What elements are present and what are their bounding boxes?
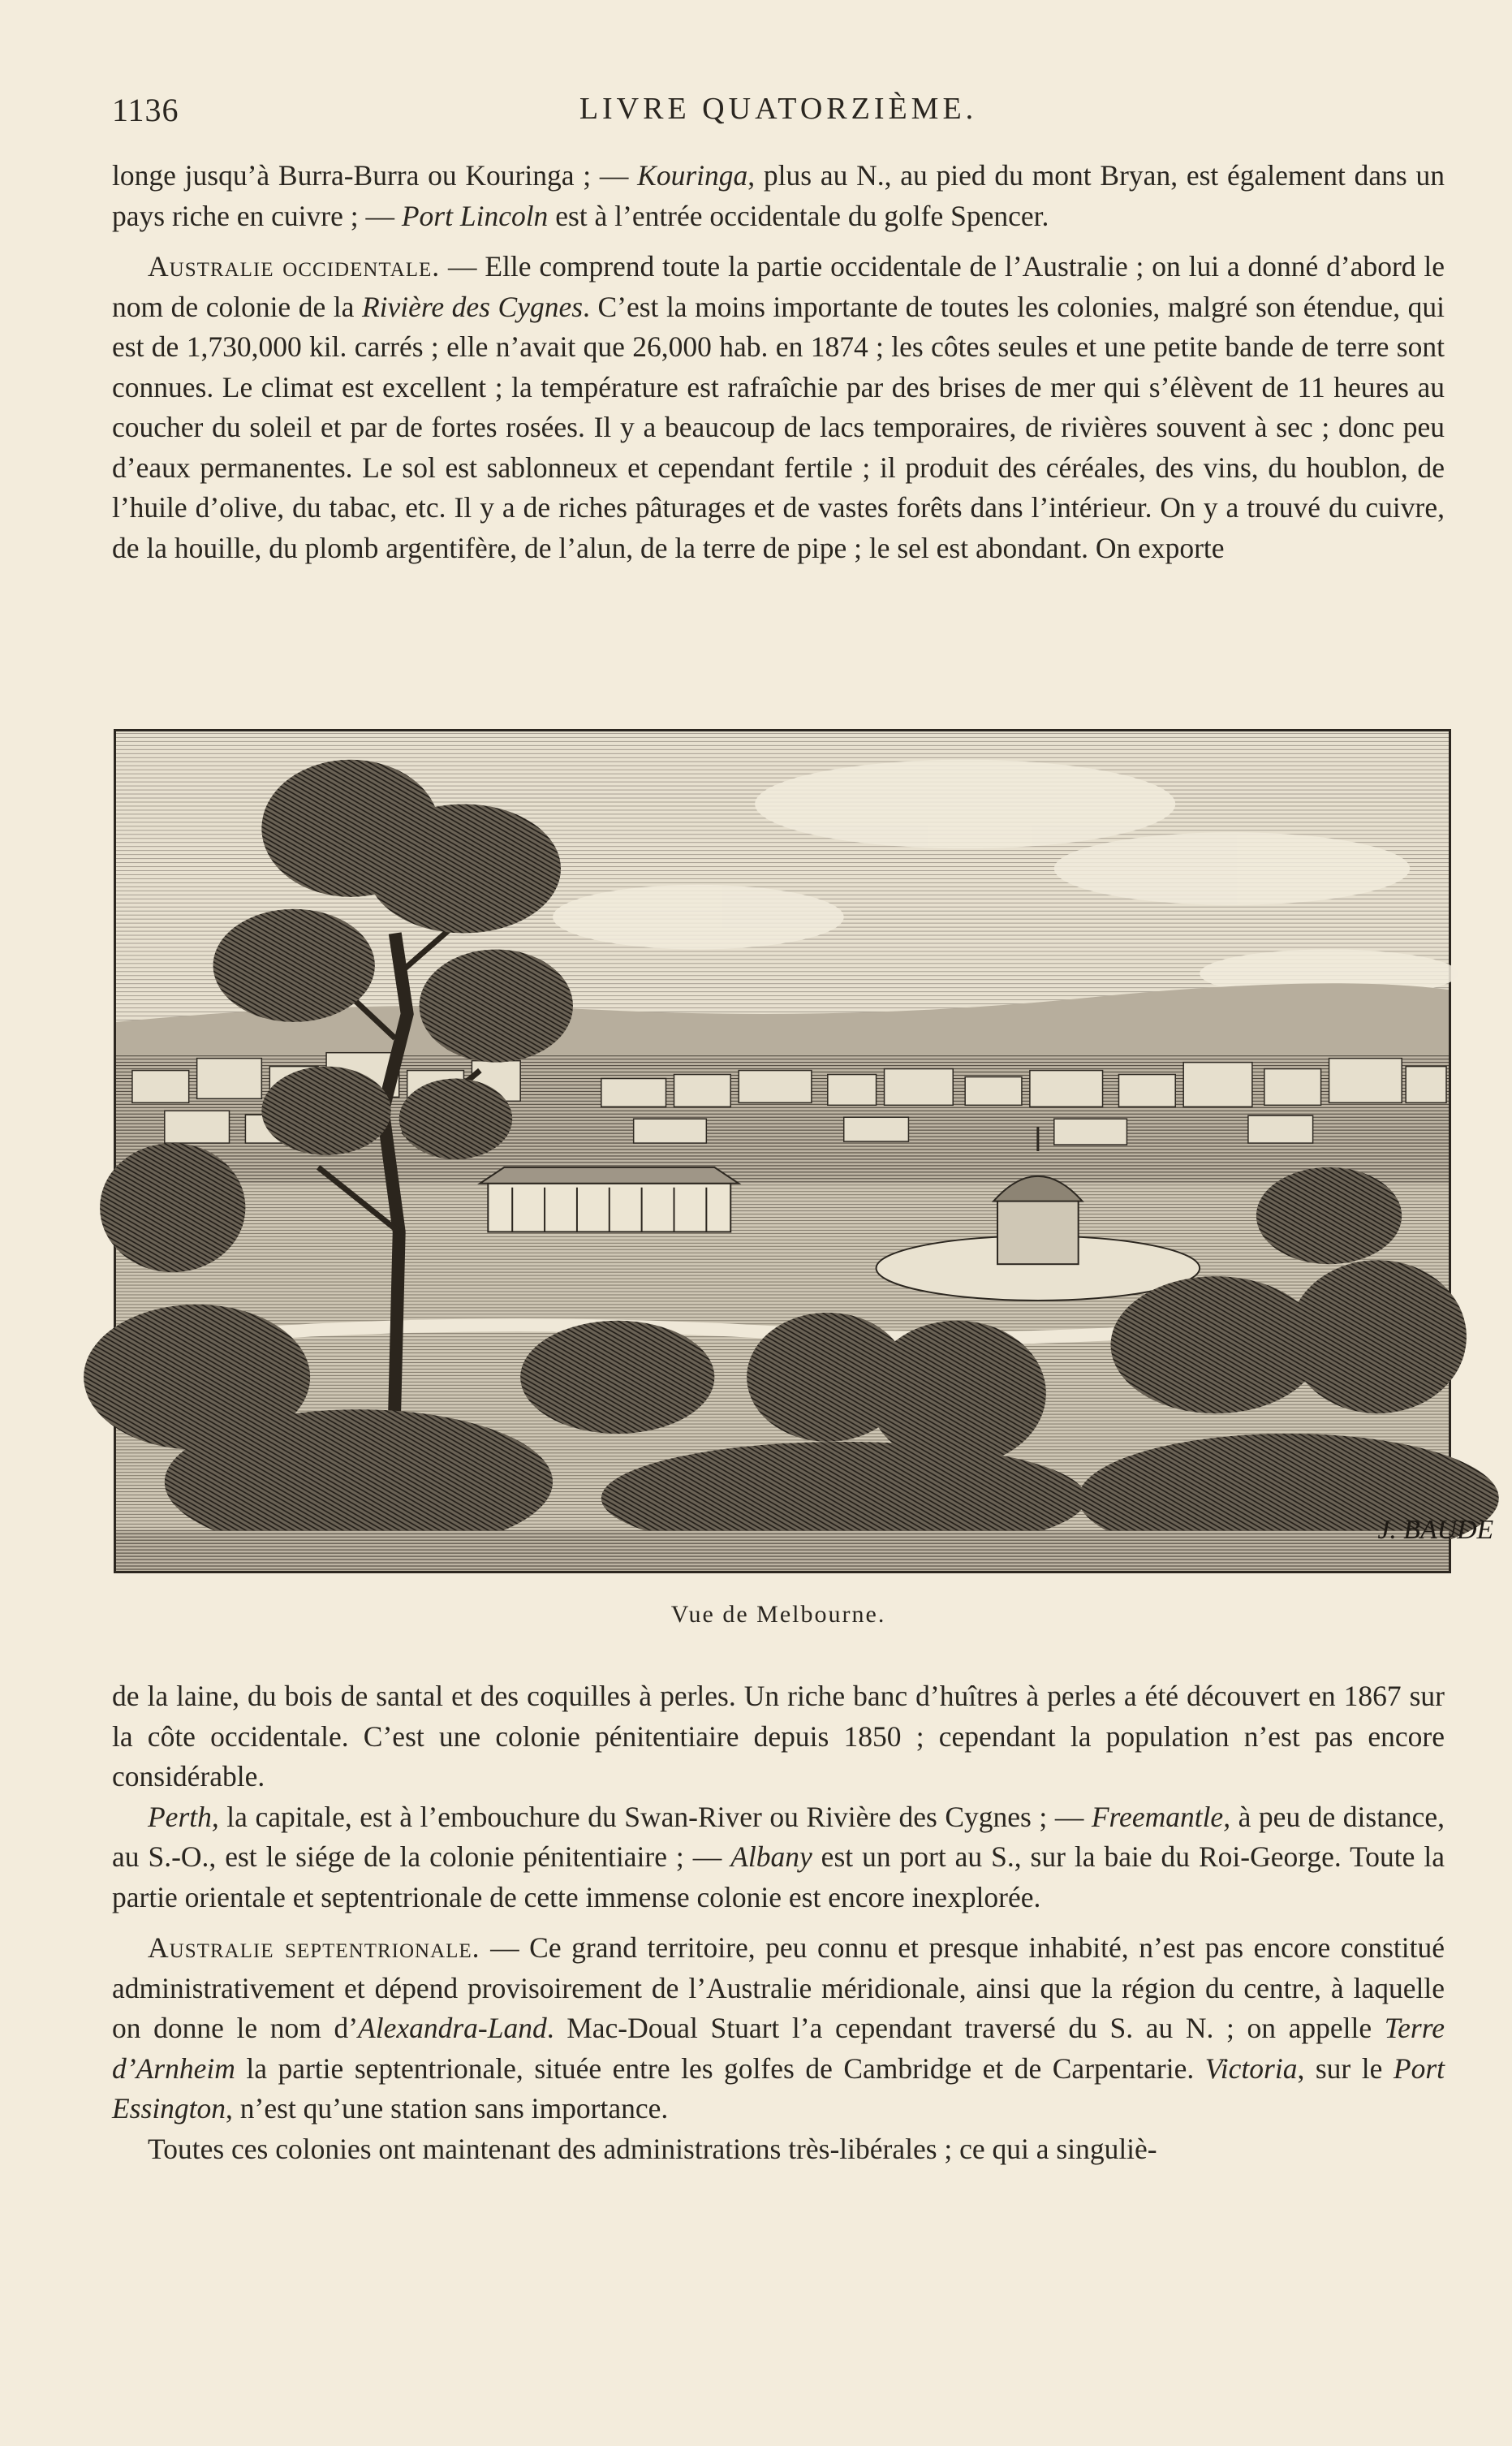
text-run: — Elle comprend toute la partie occidentale de l’Australie ; on lui a donné d’abord le nom de colonie de la xyxy=(112,250,1445,323)
running-title: LIVRE QUATORZIÈME. xyxy=(579,92,978,126)
paragraph xyxy=(112,2129,1445,2170)
place-name: Rivière des Cygnes xyxy=(361,290,584,323)
engraving-melbourne xyxy=(114,729,1494,1573)
text-run: est à l’entrée occidentale du golfe Spencer. xyxy=(548,199,1049,232)
place-name: Kouringa xyxy=(637,159,748,192)
text-run: . C’est la moins importante de toutes les colonies, malgré son étendue, qui est de 1,730,000 kil. carrés ; elle n’avait que 26,000 hab. en 1874 ; les côtes seules et une petite bande de terre sont connues. Le climat est excellent ; la température est rafraîchie par des brises de mer qui s’élèvent de 11 heures au coucher du soleil et par de fortes rosées. Il y a beaucoup de lacs temporaires, de rivières souvent à sec ; donc peu d’eaux permanentes. Le sol est sablonneux et cependant fertile ; il produit des céréales, des vins, du houblon, de l’huile d’olive, du tabac, etc. Il y a de riches pâturages et de vastes forêts dans l’intérieur. On y a trouvé du cuivre, de la houille, du plomb argentifère, de l’alun, de la terre de pipe ; le sel est abondant. On exporte xyxy=(112,290,1445,564)
text-block-top xyxy=(112,156,1445,568)
text-run: Toutes ces colonies ont maintenant des administrations très-libérales ; ce qui a singuliè- xyxy=(148,2132,1157,2165)
section-lead: Australie septentrionale. xyxy=(148,1931,480,1964)
text-run: , sur le xyxy=(1297,2051,1394,2085)
text-run: la partie septentrionale, située entre les golfes de Cambridge et de Carpentarie. xyxy=(235,2051,1205,2085)
paragraph xyxy=(112,1676,1445,1797)
place-name: Terre d’Arnheim xyxy=(112,2012,1445,2085)
paragraph xyxy=(112,1797,1445,1918)
paragraph xyxy=(112,156,1445,236)
text-run: , n’est qu’une station sans importance. xyxy=(226,2092,669,2125)
figure-caption: Vue de Melbourne. xyxy=(670,1601,886,1628)
place-name: Albany xyxy=(730,1840,812,1873)
text-run: de la laine, du bois de santal et des coquilles à perles. Un riche banc d’huîtres à perles a été découvert en 1867 sur la côte occidentale. C’est une colonie pénitentiaire depuis 1850 ; cependant la population n’est pas encore considérable. xyxy=(112,1680,1445,1792)
pavilion xyxy=(480,1167,739,1232)
text-run: longe jusqu’à Burra-Burra ou Kouringa ; — xyxy=(112,159,638,192)
page-header xyxy=(112,91,1445,140)
page-number: 1136 xyxy=(112,92,179,128)
place-name: Port Lincoln xyxy=(401,199,549,232)
text-run: — Ce grand territoire, peu connu et presque inhabité, n’est pas encore constitué administrativement et dépend provisoirement de l’Australie méridionale, ainsi que la région du centre, à laquelle on donne le nom d’ xyxy=(112,1931,1445,2044)
paragraph xyxy=(112,247,1445,568)
place-name: Freemantle, xyxy=(1091,1800,1231,1833)
place-name: Alexandra-Land xyxy=(358,2012,547,2044)
text-block-bottom xyxy=(112,1676,1445,2169)
engraving-illustration xyxy=(116,731,1494,1571)
place-name: Victoria xyxy=(1204,2051,1298,2085)
place-name: Perth, xyxy=(148,1800,219,1833)
paragraph xyxy=(112,1928,1445,2129)
text-run: . Mac-Doual Stuart l’a cependant traversé du S. au N. ; on appelle xyxy=(546,2012,1385,2044)
text-run: , plus au N., au pied du mont Bryan, est également dans un pays riche en cuivre ; — xyxy=(112,159,1445,232)
engraver-signature: J. BAUDE xyxy=(1377,1515,1494,1546)
place-name: Port Essington xyxy=(112,2051,1445,2125)
text-run: la capitale, est à l’embouchure du Swan-River ou Rivière des Cygnes ; — xyxy=(218,1800,1092,1833)
foreground-shadow xyxy=(116,1530,1449,1571)
section-lead: Australie occidentale. xyxy=(148,250,441,283)
text-run: est un port au S., sur la baie du Roi-George. Toute la partie orientale et septentrionale de cette immense colonie est encore inexplorée. xyxy=(112,1840,1445,1913)
text-run: à peu de distance, au S.-O., est le siége de la colonie pénitentiaire ; — xyxy=(112,1800,1445,1873)
